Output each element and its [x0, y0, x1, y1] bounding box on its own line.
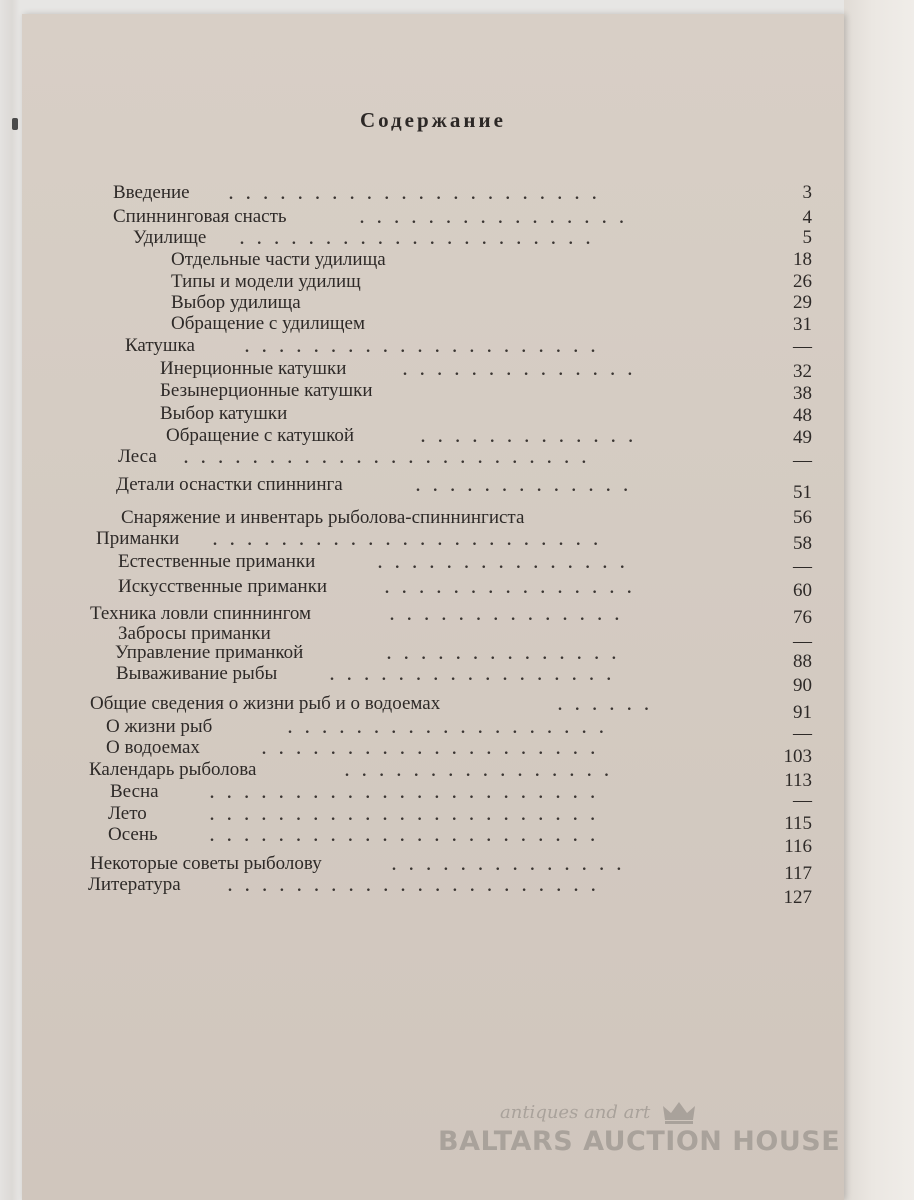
- toc-page-number: 103: [783, 746, 812, 767]
- toc-dot-leader: .......................: [210, 807, 608, 824]
- toc-entry-label: Обращение с катушкой: [166, 425, 355, 446]
- toc-dot-leader: ......................: [228, 878, 609, 895]
- toc-page-number: 48: [793, 405, 812, 426]
- toc-dot-leader: ................: [360, 210, 637, 227]
- toc-entry-label: Забросы приманки: [118, 623, 271, 644]
- toc-entry-label: Инерционные катушки: [160, 358, 347, 379]
- toc-entry-label: Выбор катушки: [160, 403, 288, 424]
- toc-page-number: 58: [793, 533, 812, 554]
- toc-entry-label: Управление приманкой: [115, 642, 304, 663]
- toc-page-number: 91: [793, 702, 812, 723]
- toc-dot-leader: ...................: [288, 720, 617, 737]
- toc-dot-leader: .....................: [240, 231, 604, 248]
- toc-page-number: 4: [802, 207, 812, 228]
- watermark-tagline: antiques and art: [500, 1102, 651, 1123]
- toc-dot-leader: ...............: [385, 580, 645, 597]
- toc-dot-leader: ..............: [403, 362, 646, 379]
- toc-entry-label: Общие сведения о жизни рыб и о водоемах: [90, 693, 441, 714]
- toc-page-number: —: [793, 450, 812, 471]
- toc-page-number: 127: [783, 887, 812, 908]
- toc-entry-label: Весна: [110, 781, 159, 802]
- toc-entry-label: О жизни рыб: [106, 716, 213, 737]
- toc-page-number: 26: [793, 271, 812, 292]
- toc-dot-leader: ..............: [390, 607, 633, 624]
- toc-page-number: 49: [793, 427, 812, 448]
- toc-entry-label: Вываживание рыбы: [116, 663, 278, 684]
- toc-entry-label: Леса: [118, 446, 157, 467]
- toc-page-number: 88: [793, 651, 812, 672]
- toc-page-number: 56: [793, 507, 812, 528]
- toc-page-number: 90: [793, 675, 812, 696]
- toc-dot-leader: .....................: [245, 339, 609, 356]
- toc-entry-label: О водоемах: [106, 737, 200, 758]
- toc-page-number: 51: [793, 482, 812, 503]
- toc-page-number: 60: [793, 580, 812, 601]
- watermark-brand: BALTARS AUCTION HOUSE: [438, 1126, 841, 1157]
- toc-entry-label: Приманки: [96, 528, 180, 549]
- toc-entry-label: Типы и модели удилищ: [171, 271, 361, 292]
- toc-page-number: 31: [793, 314, 812, 335]
- toc-page-number: —: [793, 336, 812, 357]
- toc-page-number: 113: [784, 770, 812, 791]
- toc-page-number: 3: [802, 182, 812, 203]
- toc-dot-leader: .......................: [213, 532, 611, 549]
- toc-page-number: 5: [802, 227, 812, 248]
- toc-dot-leader: .......................: [210, 828, 608, 845]
- page-title: Содержание: [360, 108, 506, 132]
- toc-entry-label: Искусственные приманки: [118, 576, 328, 597]
- toc-entry-label: Лето: [108, 803, 147, 824]
- toc-entry-label: Безынерционные катушки: [160, 380, 373, 401]
- toc-page-number: —: [793, 723, 812, 744]
- toc-page-number: —: [793, 556, 812, 577]
- toc-page-number: 38: [793, 383, 812, 404]
- toc-page-number: 76: [793, 607, 812, 628]
- toc-entry-label: Естественные приманки: [118, 551, 316, 572]
- toc-entry-label: Календарь рыболова: [89, 759, 257, 780]
- toc-dot-leader: ......: [558, 697, 662, 714]
- toc-entry-label: Обращение с удилищем: [171, 313, 365, 334]
- toc-page-number: 18: [793, 249, 812, 270]
- toc-page-number: 116: [784, 836, 812, 857]
- toc-entry-label: Удилище: [133, 227, 207, 248]
- toc-entry-label: Катушка: [125, 335, 195, 356]
- toc-dot-leader: ...............: [378, 555, 638, 572]
- toc-entry-label: Осень: [108, 824, 158, 845]
- toc-page-number: 115: [784, 813, 812, 834]
- toc-page-number: —: [793, 790, 812, 811]
- toc-entry-label: Техника ловли спиннингом: [90, 603, 312, 624]
- toc-page-number: 32: [793, 361, 812, 382]
- watermark: [438, 1098, 841, 1178]
- toc-entry-label: Детали оснастки спиннинга: [116, 474, 343, 495]
- toc-dot-leader: ........................: [184, 450, 600, 467]
- toc-entry-label: Отдельные части удилища: [171, 249, 386, 270]
- crown-icon: [662, 1100, 696, 1124]
- toc-entry-label: Введение: [113, 182, 190, 203]
- toc-dot-leader: .............: [416, 478, 641, 495]
- toc-entry-label: Снаряжение и инвентарь рыболова-спиннингиста: [121, 507, 525, 528]
- toc-page-number: 117: [784, 863, 812, 884]
- toc-dot-leader: .................: [330, 667, 625, 684]
- toc-entry-label: Спиннинговая снасть: [113, 206, 287, 227]
- toc-dot-leader: ..............: [392, 857, 635, 874]
- toc-entry-label: Некоторые советы рыболову: [90, 853, 322, 874]
- toc-dot-leader: ......................: [229, 186, 610, 203]
- toc-dot-leader: .............: [421, 429, 646, 446]
- toc-page-number: 29: [793, 292, 812, 313]
- toc-dot-leader: ..............: [387, 646, 630, 663]
- toc-page-number: —: [793, 631, 812, 652]
- toc-entry-label: Литература: [88, 874, 181, 895]
- toc-dot-leader: ....................: [262, 741, 608, 758]
- toc-dot-leader: .......................: [210, 785, 608, 802]
- toc-entry-label: Выбор удилища: [171, 292, 301, 313]
- toc-dot-leader: ................: [345, 763, 622, 780]
